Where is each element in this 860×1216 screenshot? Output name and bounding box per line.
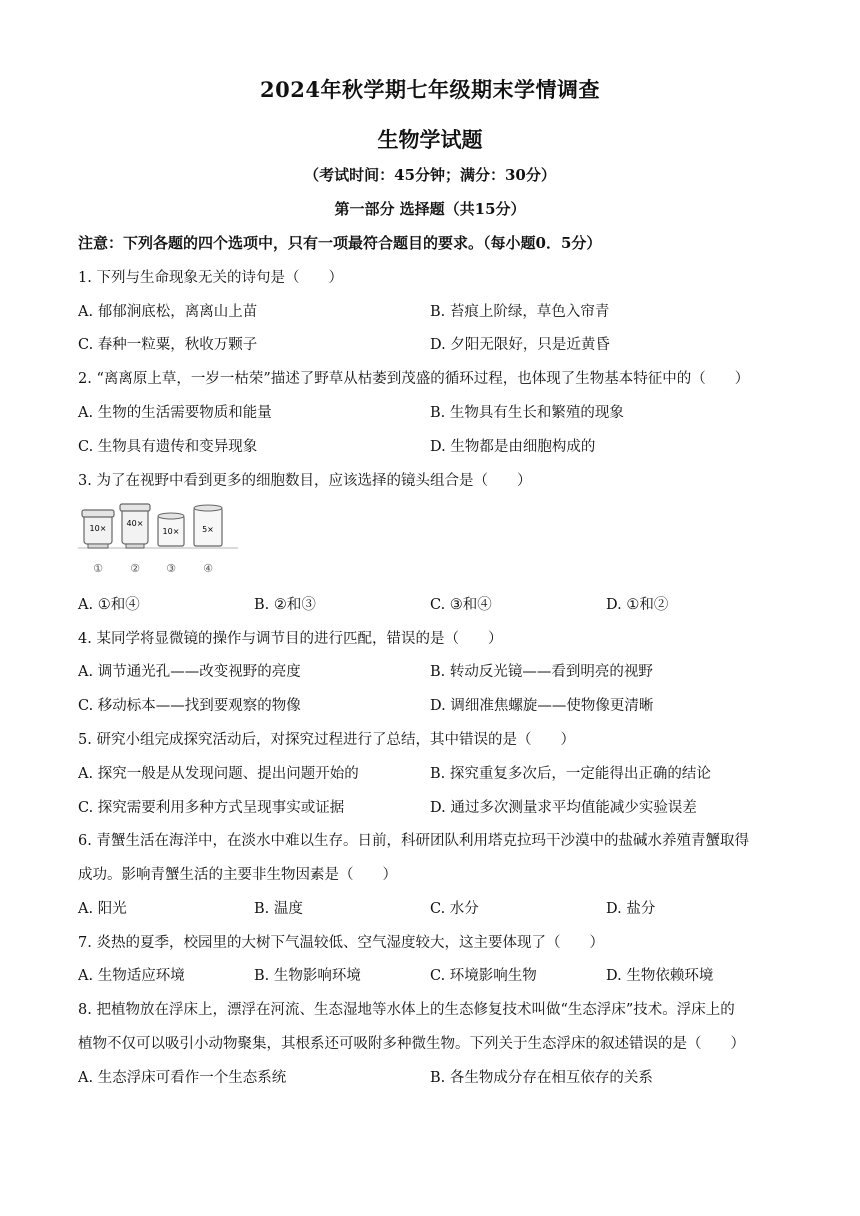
- question-5-option-b: B. 探究重复多次后，一定能得出正确的结论: [430, 766, 711, 782]
- question-3-stem: 3. 为了在视野中看到更多的细胞数目，应该选择的镜头组合是（ ）: [78, 473, 532, 489]
- question-8-stem-line-2: 植物不仅可以吸引小动物聚集，其根系还可吸附多种微生物。下列关于生态浮床的叙述错误的是（ ）: [78, 1036, 745, 1052]
- question-4-option-b: B. 转动反光镜——看到明亮的视野: [430, 664, 653, 680]
- section-heading: 第一部分 选择题（共15分）: [334, 200, 526, 218]
- question-1-option-d: D. 夕阳无限好，只是近黄昏: [430, 337, 610, 353]
- question-2-option-d: D. 生物都是由细胞构成的: [430, 439, 596, 455]
- exam-subtitle: 生物学试题: [377, 127, 483, 152]
- question-1-stem: 1. 下列与生命现象无关的诗句是（ ）: [78, 270, 343, 286]
- question-4-option-c: C. 移动标本——找到要观察的物像: [78, 698, 301, 714]
- exam-title: 2024年秋学期七年级期末学情调查: [260, 77, 600, 102]
- question-3-option-b: B. ②和③: [254, 597, 316, 613]
- lens-4-number: ④: [203, 562, 213, 575]
- question-7-option-a: A. 生物适应环境: [78, 968, 185, 984]
- question-2-option-b: B. 生物具有生长和繁殖的现象: [430, 405, 624, 421]
- question-2-option-c: C. 生物具有遗传和变异现象: [78, 439, 258, 455]
- lens-2-number: ②: [130, 562, 140, 575]
- question-4-stem: 4. 某同学将显微镜的操作与调节目的进行匹配，错误的是（ ）: [78, 631, 503, 647]
- notice-text: 注意：下列各题的四个选项中，只有一项最符合题目的要求。（每小题0．5分）: [78, 234, 602, 252]
- question-1-option-b: B. 苔痕上阶绿，草色入帘青: [430, 304, 610, 320]
- question-4-option-a: A. 调节通光孔——改变视野的亮度: [78, 664, 301, 680]
- lens-3-icon: [158, 513, 184, 546]
- question-7-option-c: C. 环境影响生物: [430, 968, 537, 984]
- question-6-stem-line-1: 6. 青蟹生活在海洋中，在淡水中难以生存。日前，科研团队利用塔克拉玛干沙漠中的盐碱水养殖青蟹取得: [78, 833, 749, 849]
- lens-2-icon: [120, 504, 150, 548]
- question-6-option-c: C. 水分: [430, 901, 479, 917]
- lens-4-label: 5×: [202, 525, 214, 534]
- question-5-stem: 5. 研究小组完成探究活动后，对探究过程进行了总结，其中错误的是（ ）: [78, 732, 575, 748]
- lens-3-number: ③: [166, 562, 176, 575]
- lens-3-label: 10×: [162, 527, 180, 536]
- question-6-option-d: D. 盐分: [606, 901, 656, 917]
- question-3-option-c: C. ③和④: [430, 597, 492, 613]
- question-1-option-c: C. 春种一粒粟，秋收万颗子: [78, 337, 258, 353]
- question-4-option-d: D. 调细准焦螺旋——使物像更清晰: [430, 698, 654, 714]
- microscope-lens-figure: [78, 498, 238, 580]
- lens-2-label: 40×: [126, 519, 144, 528]
- question-5-option-a: A. 探究一般是从发现问题、提出问题开始的: [78, 766, 359, 782]
- question-7-stem: 7. 炎热的夏季，校园里的大树下气温较低、空气湿度较大，这主要体现了（ ）: [78, 935, 604, 951]
- lens-1-icon: [82, 510, 114, 548]
- lens-1-label: 10×: [89, 524, 107, 533]
- question-3-option-a: A. ①和④: [78, 597, 140, 613]
- lens-4-icon: [194, 505, 222, 546]
- question-6-stem-line-2: 成功。影响青蟹生活的主要非生物因素是（ ）: [78, 867, 397, 883]
- question-8-stem-line-1: 8. 把植物放在浮床上，漂浮在河流、生态湿地等水体上的生态修复技术叫做“生态浮床”技术。浮床上的: [78, 1002, 735, 1018]
- exam-info: （考试时间：45分钟；满分：30分）: [304, 166, 556, 184]
- question-8-option-b: B. 各生物成分存在相互依存的关系: [430, 1070, 653, 1086]
- question-7-option-b: B. 生物影响环境: [254, 968, 361, 984]
- question-5-option-c: C. 探究需要利用多种方式呈现事实或证据: [78, 800, 345, 816]
- question-5-option-d: D. 通过多次测量求平均值能减少实验误差: [430, 800, 697, 816]
- question-7-option-d: D. 生物依赖环境: [606, 968, 714, 984]
- question-2-stem: 2. “离离原上草，一岁一枯荣”描述了野草从枯萎到茂盛的循环过程，也体现了生物基本特征中的（ ）: [78, 371, 750, 387]
- question-1-option-a: A. 郁郁涧底松，离离山上苗: [78, 304, 258, 320]
- question-2-option-a: A. 生物的生活需要物质和能量: [78, 405, 272, 421]
- lens-1-number: ①: [93, 562, 103, 575]
- question-8-option-a: A. 生态浮床可看作一个生态系统: [78, 1070, 287, 1086]
- question-6-option-a: A. 阳光: [78, 901, 127, 917]
- question-3-option-d: D. ①和②: [606, 597, 669, 613]
- question-6-option-b: B. 温度: [254, 901, 303, 917]
